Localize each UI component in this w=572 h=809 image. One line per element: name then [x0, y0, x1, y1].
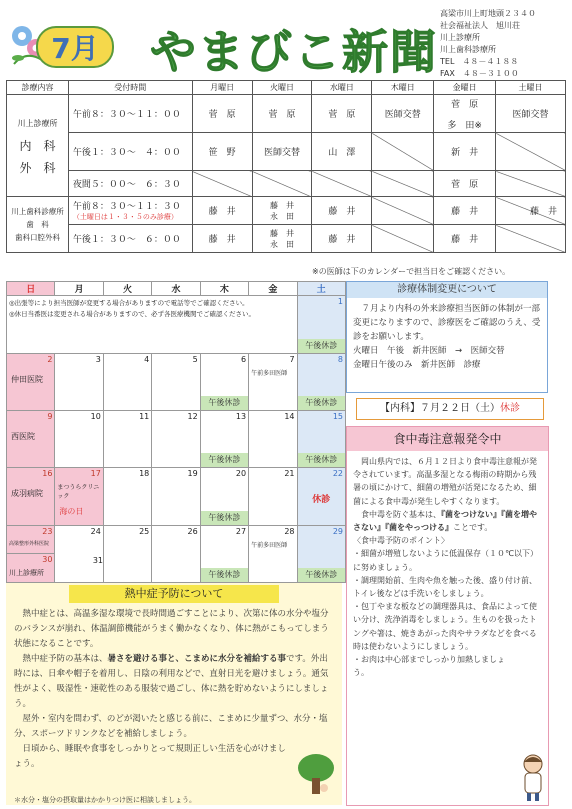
cal-day — [297, 468, 345, 525]
time-cell: 午前８：３０～１１：００ — [68, 95, 192, 133]
newsletter-title: やまびこ新聞 — [150, 25, 438, 79]
cal-header-sat: 土 — [297, 282, 345, 296]
cal-day — [55, 525, 103, 582]
clinic-name: 川上歯科診療所 — [11, 207, 64, 216]
col-header: 金曜日 — [434, 81, 496, 95]
clinic-name-cell — [7, 197, 69, 253]
closed-cell — [192, 171, 252, 197]
doctor-name: 菅 原 — [451, 99, 479, 110]
dept-name: 外 科 — [19, 160, 56, 175]
doctor-cell: 藤 井 — [434, 225, 496, 253]
col-header: 木曜日 — [372, 81, 434, 95]
notice-footnote: ＊水分・塩分の摂取量はかかりつけ医に相談しましょう。 — [14, 796, 196, 804]
notice-text: 熱中症とは、高温多湿な環境で長時間過ごすことにより、次第に体の水分や塩分のバランスが崩れ、体温調節機能がうまく働かなくなり、体に熱がこもってしまう状態になることです。 — [14, 609, 329, 649]
tree-illustration-icon — [296, 752, 336, 796]
child-illustration-icon — [518, 752, 548, 802]
notice-line: 金曜日午後のみ 新井医師 診療 — [353, 360, 481, 370]
doctor-name: 永 田 — [269, 211, 294, 221]
doctor-cell: 菅 原 — [312, 95, 372, 133]
col-header: 月曜日 — [192, 81, 252, 95]
day-number: 24 — [90, 526, 101, 536]
doctor-cell: 医師交替 — [372, 95, 434, 133]
clinic-name: 川上診療所 — [17, 118, 58, 128]
doctor-cell: 医師交替 — [496, 95, 566, 133]
day-number: 1 — [337, 297, 343, 307]
day-number: 22 — [332, 469, 343, 479]
notice-emphasis: 『菌をつけない』『菌を増やさない』『菌をやっつける』 — [353, 509, 537, 533]
cal-day — [297, 410, 345, 467]
doctor-cell — [252, 225, 312, 253]
closed-cell — [312, 171, 372, 197]
day-number: 26 — [187, 526, 198, 536]
notice-text: 日頃から、睡眠や食事をしっかりとって規則正しい生活を心がけましょう。 — [14, 744, 286, 769]
duty-clinic: 成羽病院 — [11, 489, 43, 499]
cal-day — [7, 525, 55, 554]
doctor-name: 永 田 — [269, 239, 294, 249]
calendar-notes — [7, 296, 298, 353]
doctor-cell: 藤 井 — [192, 225, 252, 253]
day-number: 23 — [42, 526, 53, 536]
cal-day — [200, 468, 248, 525]
time-cell: 夜間５：００～ ６：３０ — [68, 171, 192, 197]
cal-day — [103, 468, 151, 525]
notice-bullet: ・細菌が増殖しないように低温保存（１０℃以下）に努めましょう。 — [353, 549, 538, 572]
doctor-name: 多 田※ — [447, 120, 482, 131]
closure-date: 【内科】７月２２日（土） — [380, 403, 500, 414]
day-number: 6 — [241, 354, 247, 364]
closed-cell — [496, 133, 566, 171]
notice-bullet: ・調理開始前、生肉や魚を触った後、盛り付け前、トイレ後などは手洗いをしましょう。 — [353, 575, 537, 599]
cal-day — [152, 525, 200, 582]
day-number: 14 — [284, 411, 295, 421]
notice-text — [14, 652, 334, 712]
doctor-cell: 藤 井 — [192, 197, 252, 225]
day-number: 10 — [90, 411, 101, 421]
doctor-cell: 藤 井 — [312, 225, 372, 253]
cal-day — [152, 468, 200, 525]
cal-day — [200, 410, 248, 467]
day-number: 28 — [284, 526, 295, 536]
clinic-name-cell — [7, 95, 69, 197]
cal-day — [200, 525, 248, 582]
calendar — [6, 281, 346, 583]
day-number: 8 — [337, 354, 343, 364]
pm-off-label: 午後休診 — [298, 568, 345, 582]
cal-day — [249, 353, 297, 410]
closed-label: 休診 — [312, 495, 331, 506]
closed-cell — [372, 171, 434, 197]
heatstroke-notice — [6, 583, 342, 805]
day-number: 4 — [144, 354, 150, 364]
cal-day — [297, 296, 345, 353]
day-number: 7 — [289, 354, 295, 364]
pm-off-label: 午後休診 — [298, 339, 345, 353]
notice-body — [347, 451, 548, 683]
doctor-cell: 医師交替 — [252, 133, 312, 171]
cal-header: 金 — [249, 282, 297, 296]
cal-header-sun: 日 — [7, 282, 55, 296]
time-cell: 午後１：３０～ ４：００ — [68, 133, 192, 171]
address-line: 川上診療所 — [440, 33, 480, 42]
duty-clinic: 川上診療所 — [9, 569, 44, 578]
cal-day — [297, 353, 345, 410]
day-number: 5 — [192, 354, 198, 364]
duty-clinic: 仲田医院 — [11, 374, 43, 384]
col-header: 火曜日 — [252, 81, 312, 95]
day-number: 27 — [235, 526, 247, 536]
cal-day — [249, 525, 297, 582]
day-number: 3 — [95, 354, 101, 364]
cal-day — [152, 410, 200, 467]
cal-day — [55, 353, 103, 410]
address-line: 高梁市川上町地頭２３４０ — [440, 9, 536, 18]
notice-text-part: ことです。 — [453, 523, 493, 533]
notice-text: ７月より内科の外来診療担当医師の体制が一部変更になりますので、診療医をご確認のうえ、受診をお願いします。 — [353, 304, 541, 342]
notice-bullet: ・お肉は中心部までしっかり加熱しましょう。 — [353, 655, 505, 678]
closed-cell — [252, 171, 312, 197]
day-number: 29 — [332, 526, 343, 536]
day-number: 12 — [187, 411, 198, 421]
notice-line: 火曜日 午後 新井医師 → 医師交替 — [353, 346, 505, 356]
pm-off-label: 午後休診 — [298, 453, 345, 467]
notice-text-part: 食中毒を防ぐ基本は、 — [361, 509, 441, 519]
doctor-cell — [252, 197, 312, 225]
closed-cell — [372, 133, 434, 171]
day-number: 18 — [139, 469, 150, 479]
calendar-note: ◎休日当番医は変更される場合がありますので、必ず各医療機関でご確認ください。 — [9, 310, 256, 319]
notice-text — [353, 508, 542, 534]
doctor-name: 藤 井 — [269, 200, 294, 210]
doctor-cell — [434, 95, 496, 133]
closed-cell — [372, 225, 434, 253]
cal-day — [152, 353, 200, 410]
day-number: 15 — [332, 411, 343, 421]
closure-label: 休診 — [500, 403, 520, 414]
duty-clinic: 高梁整形外科医院 — [9, 540, 50, 547]
cal-day — [7, 410, 55, 467]
doctor-cell: 山 澤 — [312, 133, 372, 171]
cal-day — [103, 410, 151, 467]
header — [0, 0, 572, 80]
address-block — [440, 8, 570, 80]
doctor-cell: 菅 原 — [434, 171, 496, 197]
closed-cell — [496, 171, 566, 197]
notice-text: 岡山県内では、６月１２日より食中毒注意報が発令されています。高温多湿となる梅雨の時期から残暑の頃にかけて、細菌の増殖が活発になるため、細菌による食中毒が発生しやすくなります。 — [353, 457, 537, 506]
col-header: 水曜日 — [312, 81, 372, 95]
pm-off-label: 午後休診 — [201, 453, 248, 467]
cal-day — [55, 468, 103, 525]
schedule-footnote: ※の医師は下のカレンダーで担当日をご確認ください。 — [312, 267, 511, 276]
time-cell — [68, 197, 192, 225]
calendar-note: ◎出張等により担当医師が変更する場合がありますので電話等でご確認ください。 — [9, 299, 249, 308]
day-number: 21 — [284, 469, 295, 479]
address-line: FAX ４８－３１００ — [440, 69, 519, 78]
cal-day — [249, 410, 297, 467]
doctor-cell: 藤 井 — [434, 197, 496, 225]
col-header: 診療内容 — [7, 81, 69, 95]
notice-emphasis: 暑さを避ける事と、こまめに水分を補給する事 — [107, 654, 287, 664]
holiday-label: 海の日 — [59, 506, 84, 516]
day-number: 31 — [92, 556, 103, 565]
day-number: 19 — [187, 469, 198, 479]
day-number: 20 — [235, 469, 247, 479]
schedule-table — [6, 80, 566, 253]
dept-name: 歯科口腔外科 — [14, 233, 60, 242]
cal-day — [55, 410, 103, 467]
day-number: 25 — [139, 526, 150, 536]
notice-text-part: です。外出時には、日傘や帽子を着用し、日陰の利用などで、直射日光を避けましょう。通気性がよく、吸湿性・速乾性のある服装で過ごし、体に熱を貯めないようにしましょう。 — [14, 654, 329, 709]
doctor-name: 藤 井 — [269, 228, 294, 238]
day-number: 9 — [47, 411, 53, 421]
dept-name: 内 科 — [19, 138, 56, 153]
cal-day — [103, 353, 151, 410]
closure-notice — [356, 398, 544, 420]
time-cell: 午後１：３０～ ６：００ — [68, 225, 192, 253]
doctor-cell: 笹 野 — [192, 133, 252, 171]
cal-day — [7, 554, 55, 583]
doctor-cell: 藤 井 — [312, 197, 372, 225]
cal-day — [103, 525, 151, 582]
col-header: 土曜日 — [496, 81, 566, 95]
cal-header: 水 — [152, 282, 200, 296]
pm-off-label: 午後休診 — [201, 511, 248, 525]
dept-name: 歯 科 — [26, 220, 49, 229]
notice-text-part: 熱中症予防の基本は、 — [22, 654, 108, 664]
day-number: 2 — [47, 354, 53, 364]
doctor-cell: 藤 井 — [496, 197, 566, 225]
day-number: 30 — [42, 555, 53, 565]
notice-text: 屋外・室内を問わず、のどが渇いたと感じる前に、こまめに少量ずつ、水分・塩分、スポーツドリンクなどを補給しましょう。 — [14, 714, 328, 739]
closed-cell — [496, 225, 566, 253]
notice-title: 診療体制変更について — [347, 282, 547, 298]
notice-title: 熱中症予防について — [69, 585, 279, 603]
cal-day — [200, 353, 248, 410]
doctor-cell: 菅 原 — [192, 95, 252, 133]
duty-clinic: 西医院 — [11, 431, 35, 441]
address-line: TEL ４８－４１８８ — [440, 57, 519, 66]
cal-header: 月 — [55, 282, 103, 296]
cal-header: 火 — [103, 282, 151, 296]
day-number: 17 — [90, 469, 101, 479]
day-number: 11 — [139, 411, 150, 421]
address-line: 川上歯科診療所 — [440, 45, 496, 54]
pm-off-label: 午後休診 — [298, 396, 345, 410]
notice-bullet: ・包丁やまな板などの調理器具は、食品によって使い分け、洗浄消毒をしましょう。生ものを扱ったトングや箸は、焼きあがった肉やサラダなどを食べる時は使わないようにしましょう。 — [353, 602, 537, 651]
tada-am-label: 午前多田医師 — [251, 541, 288, 549]
month-text: 7月 — [51, 32, 99, 65]
notice-body — [6, 603, 342, 776]
cal-day — [297, 525, 345, 582]
duty-clinic: まつうらクリニック — [57, 484, 100, 501]
cal-day — [7, 468, 55, 525]
time-text: 午前８：３０～１１：３０ — [72, 202, 181, 212]
pm-off-label: 午後休診 — [201, 568, 248, 582]
tada-am-label: 午前多田医師 — [251, 369, 288, 377]
doctor-cell: 菅 原 — [252, 95, 312, 133]
cal-day — [249, 468, 297, 525]
col-header: 受付時間 — [68, 81, 192, 95]
doctor-cell: 新 井 — [434, 133, 496, 171]
notice-title: 食中毒注意報発令中 — [347, 427, 548, 451]
notice-subheading: 〈食中毒予防のポイント〉 — [353, 536, 449, 546]
cal-day — [7, 353, 55, 410]
closed-cell — [372, 197, 434, 225]
time-note: （土曜日は１・３・５のみ診療） — [72, 213, 178, 221]
address-line: 社会福祉法人 旭川荘 — [440, 21, 520, 30]
schedule-change-notice — [346, 281, 548, 393]
notice-body — [347, 298, 547, 376]
pm-off-label: 午後休診 — [201, 396, 248, 410]
food-poisoning-notice — [346, 426, 549, 806]
cal-header: 木 — [200, 282, 248, 296]
month-badge — [36, 26, 114, 68]
day-number: 13 — [235, 411, 247, 421]
day-number: 16 — [42, 469, 53, 479]
